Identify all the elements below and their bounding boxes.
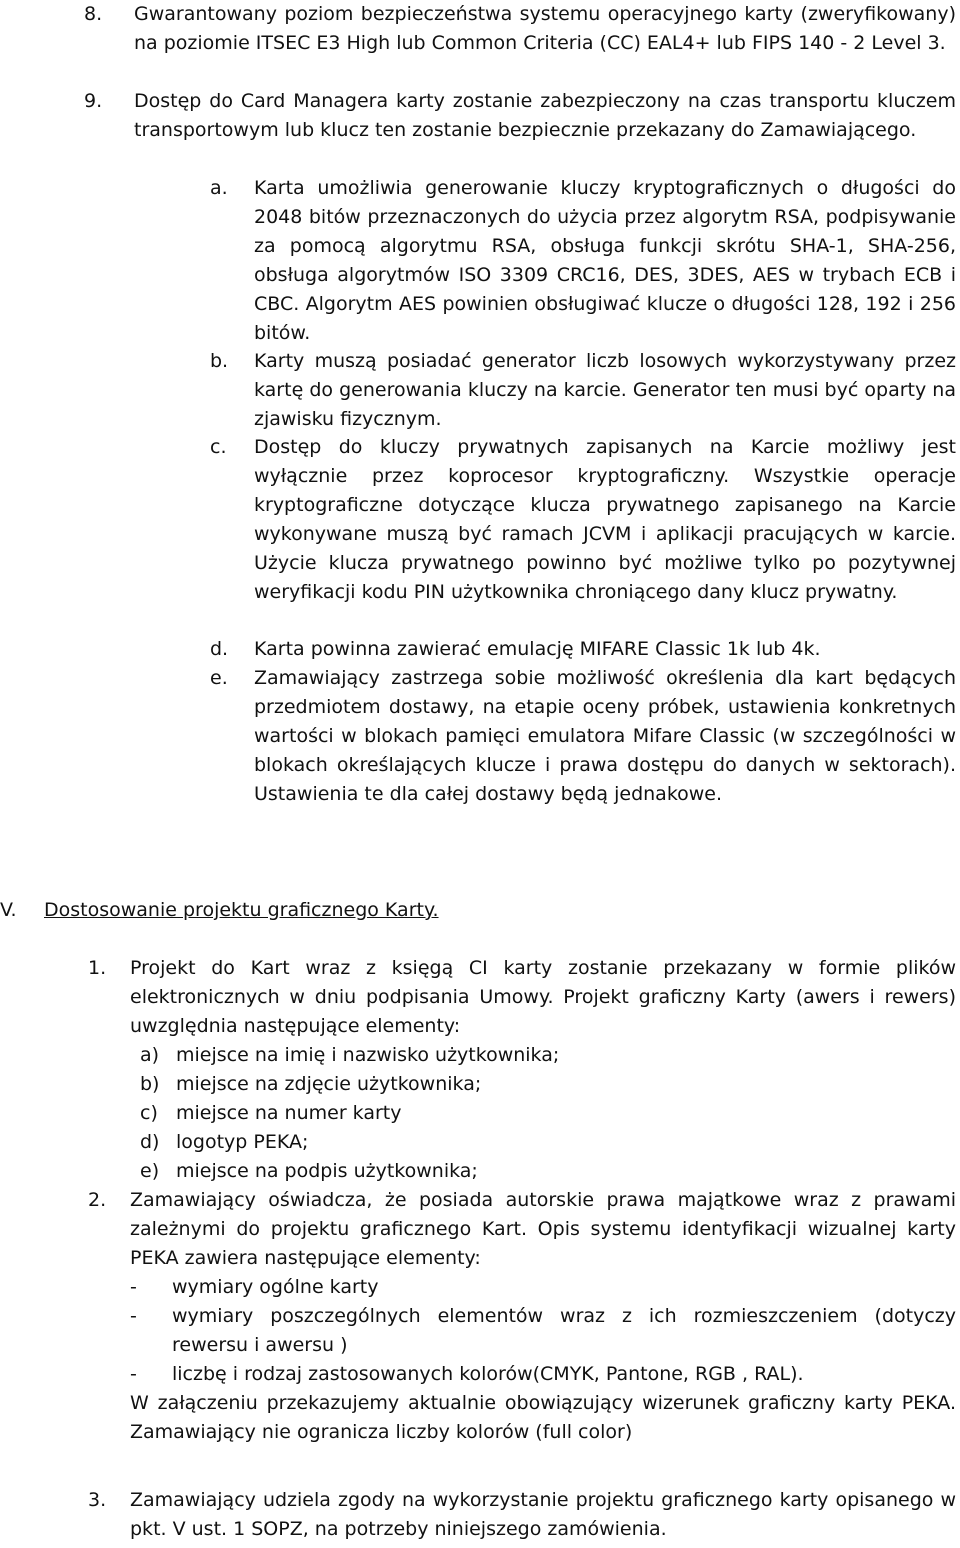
subitem-a: [210, 174, 956, 348]
list-item-label: d): [140, 1131, 160, 1153]
item-text: Zamawiający udziela zgody na wykorzystanie projektu graficznego karty opisanego w pkt. V ust. 1 SOPZ, na potrzeby niniejszego zamówienia.: [130, 1489, 956, 1540]
list-item-label: e): [140, 1160, 160, 1182]
subitem-label: a.: [210, 177, 228, 199]
list-item: [140, 1128, 956, 1157]
subitem-text: Dostęp do kluczy prywatnych zapisanych na Karcie możliwy jest wyłącznie przez koprocesor kryptograficzny. Wszystkie operacje kryptograficzne dotyczące klucza prywatnego zapisanego na Karcie wykonywane muszą być ramach JCVM i aplikacji pracujących w karcie. Użycie klucza prywatnego powinno być możliwe tylko po pozytywnej weryfikacji kodu PIN użytkownika chroniącego dany klucz prywatny.: [254, 436, 956, 603]
list-item: [140, 1099, 956, 1128]
list-item-text: miejsce na imię i nazwisko użytkownika;: [176, 1044, 560, 1066]
item-number: 3.: [88, 1489, 107, 1511]
subitem-label: c.: [210, 436, 227, 458]
list-item-text: miejsce na podpis użytkownika;: [176, 1160, 478, 1182]
subitem-text: Karta umożliwia generowanie kluczy kryptograficznych o długości do 2048 bitów przeznaczonych do użycia przez algorytm RSA, podpisywanie za pomocą algorytmu RSA, obsługa funkcji skrótu SHA-1, SHA-256, obsługa algorytmów ISO 3309 CRC16, DES, 3DES, AES w trybach ECB i CBC. Algorytm AES powinien obsługiwać klucze o długości 128, 192 i 256 bitów.: [254, 177, 956, 344]
dash-text: wymiary ogólne karty: [172, 1276, 379, 1298]
elements-list: [140, 1041, 956, 1186]
section-heading: [0, 896, 960, 925]
subitem-text: Zamawiający zastrzega sobie możliwość określenia dla kart będących przedmiotem dostawy, na etapie oceny próbek, ustawienia konkretnych wartości w blokach pamięci emulatora Mifare Classic (w szczególności w blokach określających klucze i prawa dostępu do danych w sektorach). Ustawienia te dla całej dostawy będą jednakowe.: [254, 667, 956, 805]
list-item-9: [84, 87, 956, 145]
dash-item: [130, 1360, 956, 1389]
list-item-label: a): [140, 1044, 160, 1066]
item-text: Projekt do Kart wraz z księgą CI karty zostanie przekazany w formie plików elektronicznych w dniu podpisania Umowy. Projekt graficzny Karty (awers i rewers) uwzględnia następujące elementy:: [130, 957, 956, 1037]
dash-item: [130, 1273, 956, 1302]
project-item-1: [88, 954, 956, 1041]
list-item-label: b): [140, 1073, 160, 1095]
subitem-d: [210, 635, 956, 664]
subitem-e: [210, 664, 956, 809]
dash-marker: -: [130, 1363, 137, 1385]
subitem-text: Karta powinna zawierać emulację MIFARE Classic 1k lub 4k.: [254, 638, 821, 660]
list-item: [140, 1041, 956, 1070]
item-number: 8.: [84, 3, 103, 25]
subitem-label: e.: [210, 667, 228, 689]
item-number: 9.: [84, 90, 103, 112]
subitem-c: [210, 433, 956, 607]
item-body: [130, 1186, 956, 1447]
dash-item: [130, 1302, 956, 1360]
item-text: Zamawiający oświadcza, że posiada autorskie prawa majątkowe wraz z prawami zależnymi do projektu graficznego Kart. Opis systemu identyfikacji wizualnej karty PEKA zawiera następujące elementy:: [130, 1189, 956, 1269]
dash-marker: -: [130, 1305, 137, 1327]
list-item-text: miejsce na zdjęcie użytkownika;: [176, 1073, 482, 1095]
list-item: [140, 1070, 956, 1099]
dash-text: liczbę i rodzaj zastosowanych kolorów(CMYK, Pantone, RGB , RAL).: [172, 1363, 804, 1385]
project-item-2: [88, 1186, 956, 1447]
subitem-label: b.: [210, 350, 229, 372]
item-text: Gwarantowany poziom bezpieczeństwa systemu operacyjnego karty (zweryfikowany) na poziomie ITSEC E3 High lub Common Criteria (CC) EAL4+ lub FIPS 140 - 2 Level 3.: [134, 3, 956, 54]
list-item-text: miejsce na numer karty: [176, 1102, 402, 1124]
item-number: 1.: [88, 957, 107, 979]
item-text: Dostęp do Card Managera karty zostanie zabezpieczony na czas transportu kluczem transportowym lub klucz ten zostanie bezpiecznie przekazany do Zamawiającego.: [134, 90, 956, 141]
list-item-text: logotyp PEKA;: [176, 1131, 309, 1153]
project-item-3: [88, 1486, 956, 1544]
list-item: [140, 1157, 956, 1186]
section-number: V.: [0, 899, 17, 921]
subitem-text: Karty muszą posiadać generator liczb losowych wykorzystywany przez kartę do generowania kluczy na karcie. Generator ten musi być oparty na zjawisku fizycznym.: [254, 350, 956, 430]
section-title: Dostosowanie projektu graficznego Karty.: [44, 899, 439, 921]
dash-text: wymiary poszczególnych elementów wraz z ich rozmieszczeniem (dotyczy rewersu i awersu ): [172, 1305, 956, 1356]
subitem-b: [210, 347, 956, 434]
list-item-label: c): [140, 1102, 158, 1124]
dash-marker: -: [130, 1276, 137, 1298]
list-item-8: [84, 0, 956, 58]
subitem-label: d.: [210, 638, 229, 660]
closing-text: W załączeniu przekazujemy aktualnie obowiązujący wizerunek graficzny karty PEKA. Zamawiający nie ogranicza liczby kolorów (full color): [130, 1392, 956, 1443]
item-number: 2.: [88, 1189, 107, 1211]
